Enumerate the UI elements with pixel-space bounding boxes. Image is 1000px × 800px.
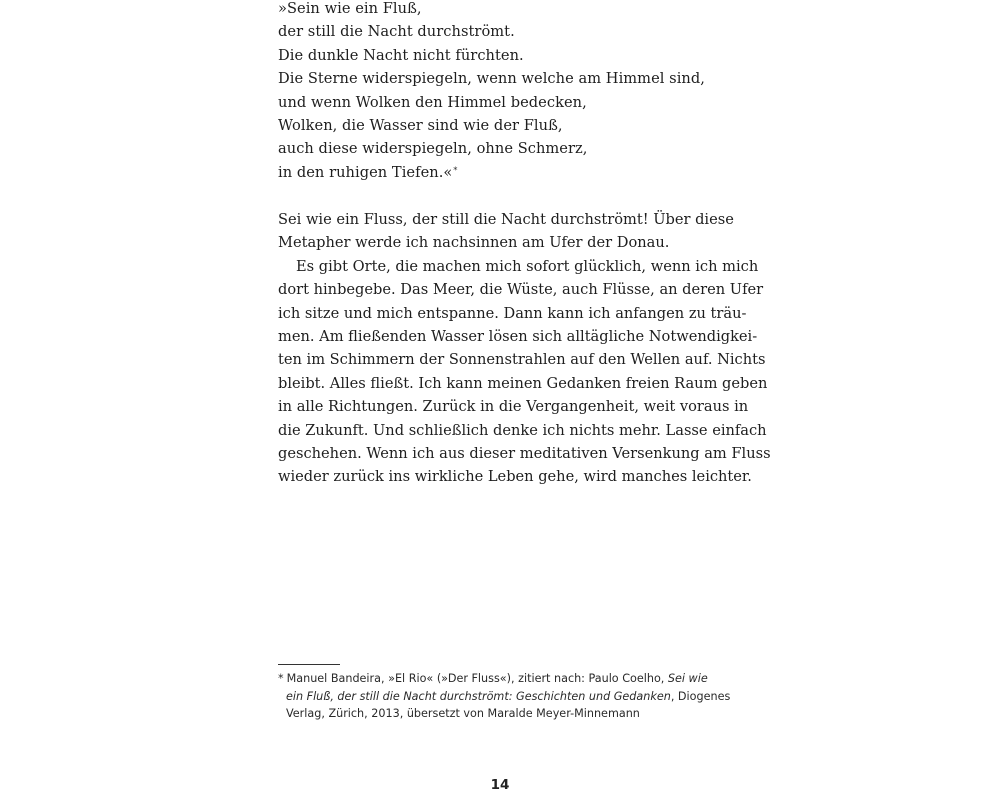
footnote [278, 670, 731, 723]
poem-line: Die dunkle Nacht nicht fürchten. [278, 46, 524, 64]
footnote-divider [278, 664, 340, 665]
footnote-line [278, 688, 731, 706]
footnote-marker: * [278, 672, 284, 685]
poem-line: Die Sterne widerspiegeln, wenn welche am Himmel sind, [278, 70, 705, 88]
poem-line: der still die Nacht durchströmt. [278, 23, 515, 41]
text-line: ich sitze und mich entspanne. Dann kann ich anfangen zu träu- [278, 304, 747, 322]
footnote-title-italic: ein Fluß, der still die Nacht durchströmt: Geschichten und Gedanken [286, 689, 671, 703]
poem-line: und wenn Wolken den Himmel bedecken, [278, 93, 587, 111]
footnote-line: Verlag, Zürich, 2013, übersetzt von Maralde Meyer-Minnemann [286, 707, 640, 721]
page-number: 14 [490, 777, 510, 793]
body-text [278, 208, 771, 489]
footnote-text: , Diogenes [670, 689, 731, 703]
text-line: dort hinbegebe. Das Meer, die Wüste, auch Flüsse, an deren Ufer [278, 281, 764, 299]
text-line: geschehen. Wenn ich aus dieser meditativen Versenkung am Fluss [278, 445, 771, 463]
text-line: men. Am fließenden Wasser lösen sich alltägliche Notwendigkei- [278, 328, 758, 346]
text-line: Metapher werde ich nachsinnen am Ufer der Donau. [278, 234, 670, 252]
poem-line-text: in den ruhigen Tiefen.« [278, 163, 453, 181]
text-line: Sei wie ein Fluss, der still die Nacht durchströmt! Über diese [278, 211, 734, 228]
poem-line: Wolken, die Wasser sind wie der Fluß, [278, 117, 563, 135]
footnote-text: Manuel Bandeira, »El Rio« (»Der Fluss«), zitiert nach: Paulo Coelho, [286, 672, 668, 685]
text-line: die Zukunft. Und schließlich denke ich nichts mehr. Lasse einfach [278, 421, 767, 439]
poem-line: »Sein wie ein Fluß, [278, 0, 422, 17]
footnote-title-italic: Sei wie [667, 672, 708, 685]
text-line: Es gibt Orte, die machen mich sofort glücklich, wenn ich mich [296, 257, 759, 275]
text-line: bleibt. Alles fließt. Ich kann meinen Gedanken freien Raum geben [278, 374, 768, 392]
paragraph-2 [278, 255, 771, 489]
poem-line-last [278, 161, 728, 184]
footnote-line [278, 670, 708, 688]
text-line: wieder zurück ins wirkliche Leben gehe, wird manches leichter. [278, 468, 752, 486]
paragraph-1 [278, 208, 734, 255]
poem-quote [278, 0, 728, 184]
footnote-reference[interactable]: * [453, 165, 458, 175]
poem-line: auch diese widerspiegeln, ohne Schmerz, [278, 140, 588, 158]
text-line: in alle Richtungen. Zurück in die Vergangenheit, weit voraus in [278, 398, 749, 416]
text-line: ten im Schimmern der Sonnenstrahlen auf den Wellen auf. Nichts [278, 351, 766, 369]
